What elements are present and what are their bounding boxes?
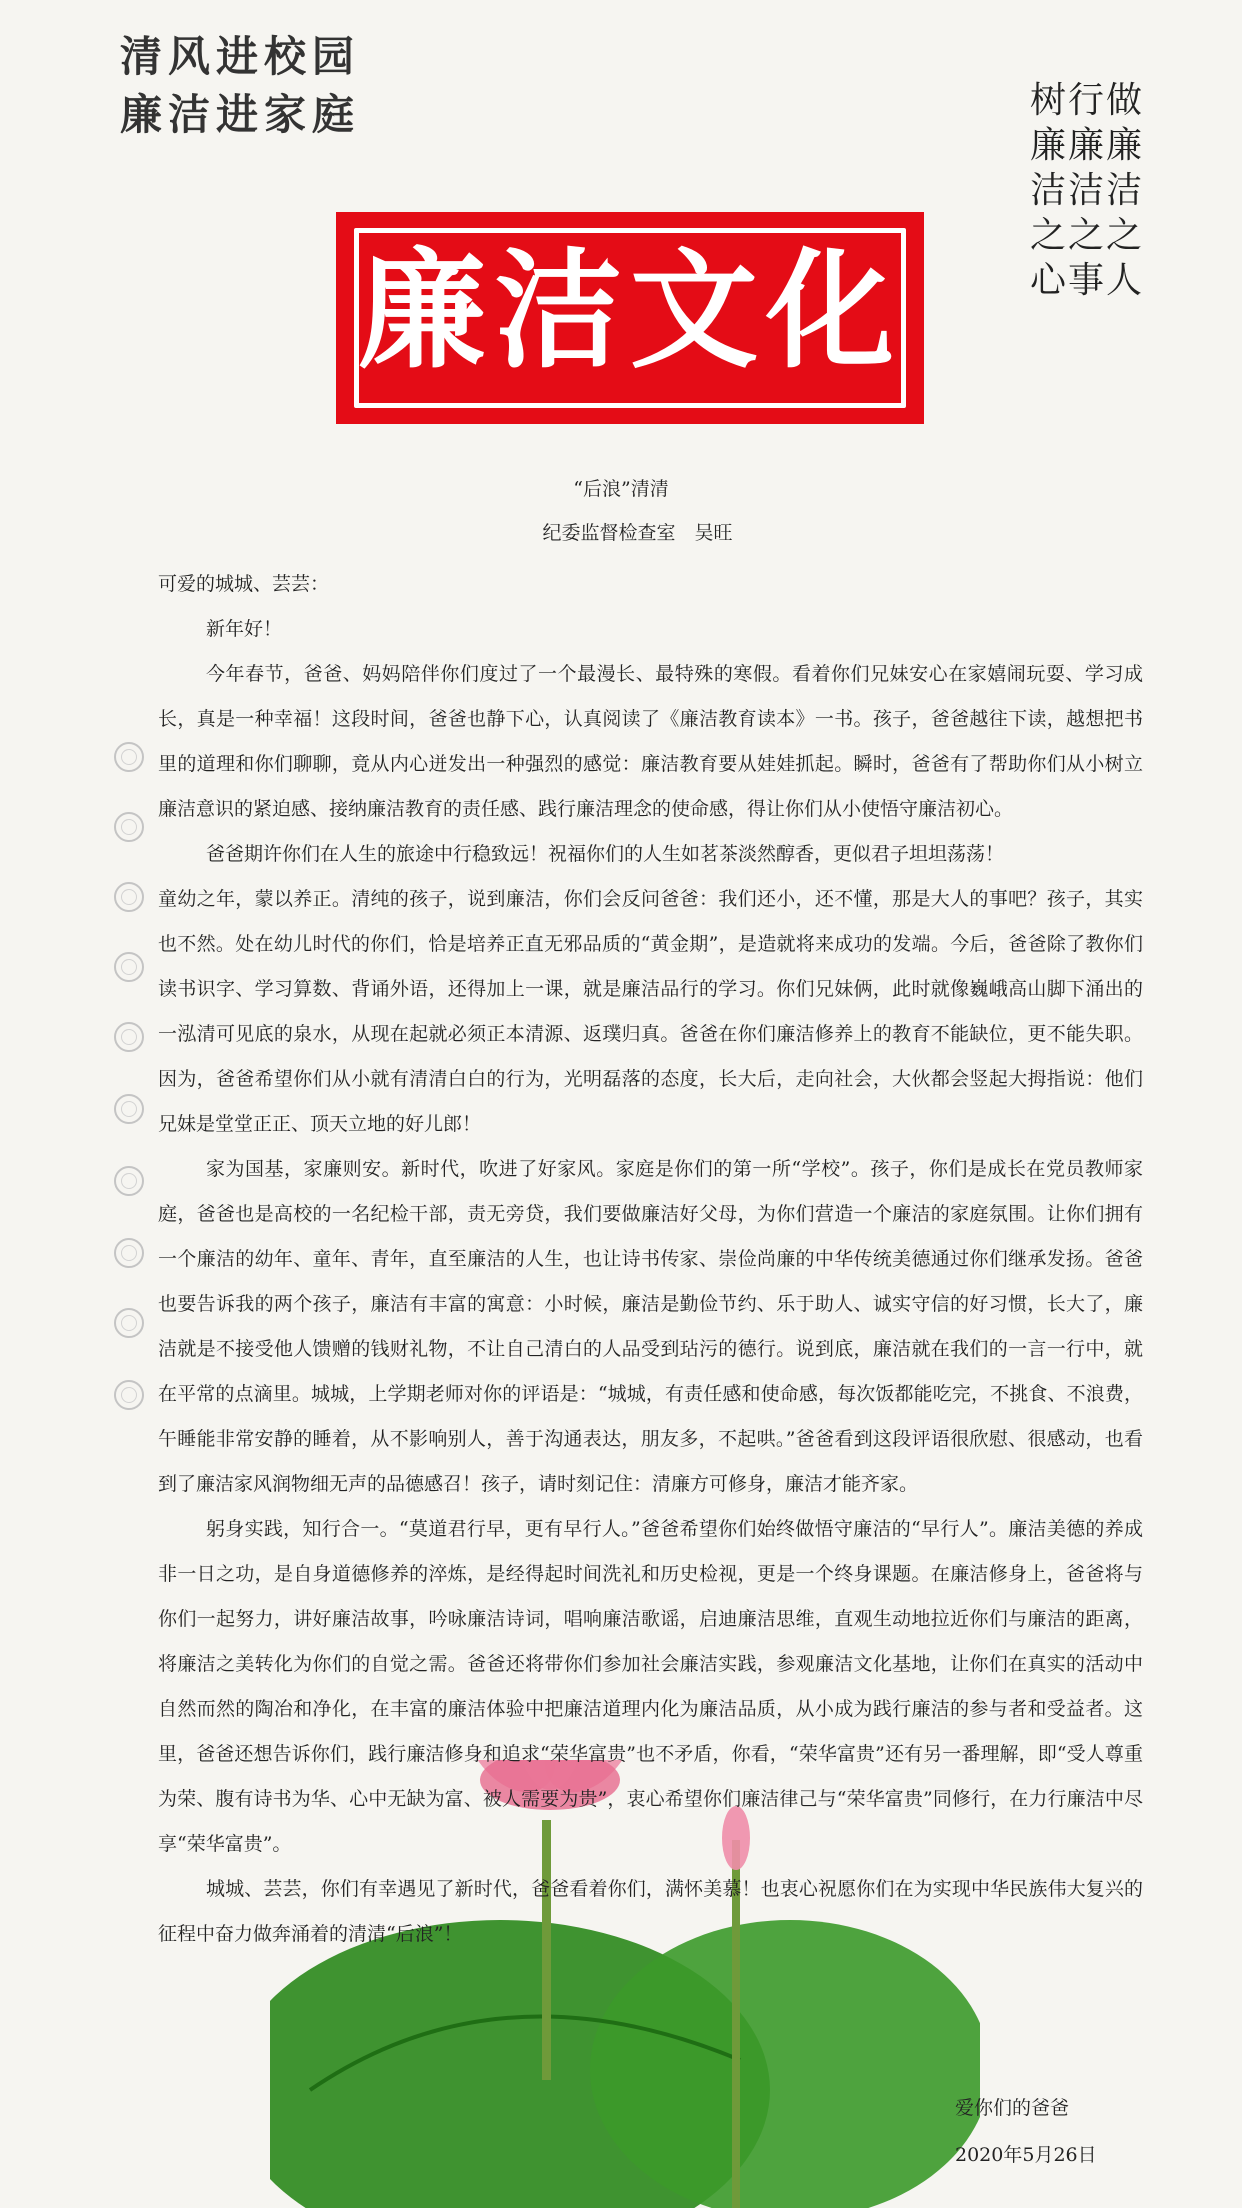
ring-icon xyxy=(114,812,144,842)
paragraph: 家为国基，家廉则安。新时代，吹进了好家风。家庭是你们的第一所“学校”。孩子，你们是成长在党员教师家庭，爸爸也是高校的一名纪检干部，责无旁贷，我们要做廉洁好父母，为你们营造一个廉洁的家庭氛围。让你们拥有一个廉洁的幼年、童年、青年，直至廉洁的人生，也让诗书传家、崇俭尚廉的中华传统美德通过你们继承发扬。爸爸也要告诉我的两个孩子，廉洁有丰富的寓意：小时候，廉洁是勤俭节约、乐于助人、诚实守信的好习惯，长大了，廉洁就是不接受他人馈赠的钱财礼物，不让自己清白的人品受到玷污的德行。说到底，廉洁就在我们的一言一行中，就在平常的点滴里。城城，上学期老师对你的评语是：“城城，有责任感和使命感，每次饭都能吃完，不挑食、不浪费，午睡能非常安静的睡着，从不影响别人，善于沟通表达，朋友多，不起哄。”爸爸看到这段评语很欣慰、很感动，也看到了廉洁家风润物细无声的品德感召！孩子，请时刻记住：清廉方可修身，廉洁才能齐家。 xyxy=(158,1158,1143,1495)
slogan-row: 廉廉廉 xyxy=(1030,125,1145,166)
paragraph: 童幼之年，蒙以养正。清纯的孩子，说到廉洁，你们会反问爸爸：我们还小，还不懂，那是大人的事吧？孩子，其实也不然。处在幼儿时代的你们，恰是培养正直无邪品质的“黄金期”，是造就将来成功的发端。今后，爸爸除了教你们读书识字、学习算数、背诵外语，还得加上一课，就是廉洁品行的学习。你们兄妹俩，此时就像巍峨高山脚下涌出的一泓清可见底的泉水，从现在起就必须正本清源、返璞归真。爸爸在你们廉洁修养上的教育不能缺位，更不能失职。因为，爸爸希望你们从小就有清清白白的行为，光明磊落的态度，长大后，走向社会，大伙都会竖起大拇指说：他们兄妹是堂堂正正、顶天立地的好儿郎！ xyxy=(158,888,1143,1135)
letter-body xyxy=(158,562,1143,1957)
paragraph: 今年春节，爸爸、妈妈陪伴你们度过了一个最漫长、最特殊的寒假。看着你们兄妹安心在家嬉闹玩耍、学习成长，真是一种幸福！这段时间，爸爸也静下心，认真阅读了《廉洁教育读本》一书。孩子，爸爸越往下读，越想把书里的道理和你们聊聊，竟从内心迸发出一种强烈的感觉：廉洁教育要从娃娃抓起。瞬时，爸爸有了帮助你们从小树立廉洁意识的紧迫感、接纳廉洁教育的责任感、践行廉洁理念的使命感，得让你们从小使悟守廉洁初心。 xyxy=(158,663,1143,820)
paragraph: 爸爸期许你们在人生的旅途中行稳致远！祝福你们的人生如茗茶淡然醇香，更似君子坦坦荡荡！ xyxy=(206,843,1005,865)
slogan-row: 之之之 xyxy=(1030,215,1145,256)
slogan-row: 心事人 xyxy=(1030,260,1145,301)
slogan-right xyxy=(1030,78,1144,303)
slogan-row: 洁洁洁 xyxy=(1030,170,1145,211)
signature: 爱你们的爸爸 xyxy=(955,2097,1070,2119)
ring-icon xyxy=(114,1380,144,1410)
slogan-line: 廉洁进家庭 xyxy=(120,90,361,139)
slogan-line: 清风进校园 xyxy=(120,32,361,81)
banner-stamp xyxy=(336,212,924,424)
greeting: 可爱的城城、芸芸： xyxy=(158,573,330,595)
letter-title: “后浪”清清 xyxy=(573,478,669,500)
slogan-row: 树行做 xyxy=(1030,80,1145,121)
slogan-left xyxy=(120,28,360,144)
new-year-line: 新年好！ xyxy=(206,618,283,640)
banner-title: 廉洁文化 xyxy=(357,236,902,386)
ring-icon xyxy=(114,1238,144,1268)
letter-author: 纪委监督检查室 吴旺 xyxy=(542,522,733,544)
ring-icon xyxy=(114,1166,144,1196)
paragraph: 城城、芸芸，你们有幸遇见了新时代，爸爸看着你们，满怀美慕！也衷心祝愿你们在为实现中华民族伟大复兴的征程中奋力做奔涌着的清清“后浪”！ xyxy=(158,1878,1143,1945)
ring-icon xyxy=(114,1022,144,1052)
ring-icon xyxy=(114,742,144,772)
paragraph: 躬身实践，知行合一。“莫道君行早，更有早行人。”爸爸希望你们始终做悟守廉洁的“早行人”。廉洁美德的养成非一日之功，是自身道德修养的淬炼，是经得起时间洗礼和历史检视，更是一个终身课题。在廉洁修身上，爸爸将与你们一起努力，讲好廉洁故事，吟咏廉洁诗词，唱响廉洁歌谣，启迪廉洁思维，直观生动地拉近你们与廉洁的距离，将廉洁之美转化为你们的自觉之需。爸爸还将带你们参加社会廉洁实践，参观廉洁文化基地，让你们在真实的活动中自然而然的陶冶和净化，在丰富的廉洁体验中把廉洁道理内化为廉洁品质，从小成为践行廉洁的参与者和受益者。这里，爸爸还想告诉你们，践行廉洁修身和追求“荣华富贵”也不矛盾，你看，“荣华富贵”还有另一番理解，即“受人尊重为荣、腹有诗书为华、心中无缺为富、被人需要为贵”，衷心希望你们廉洁律己与“荣华富贵”同修行，在力行廉洁中尽享“荣华富贵”。 xyxy=(158,1518,1143,1855)
ring-icon xyxy=(114,1308,144,1338)
ring-icon xyxy=(114,1094,144,1124)
ring-icon xyxy=(114,882,144,912)
ring-icon xyxy=(114,952,144,982)
letter-date: 2020年5月26日 xyxy=(955,2144,1097,2166)
